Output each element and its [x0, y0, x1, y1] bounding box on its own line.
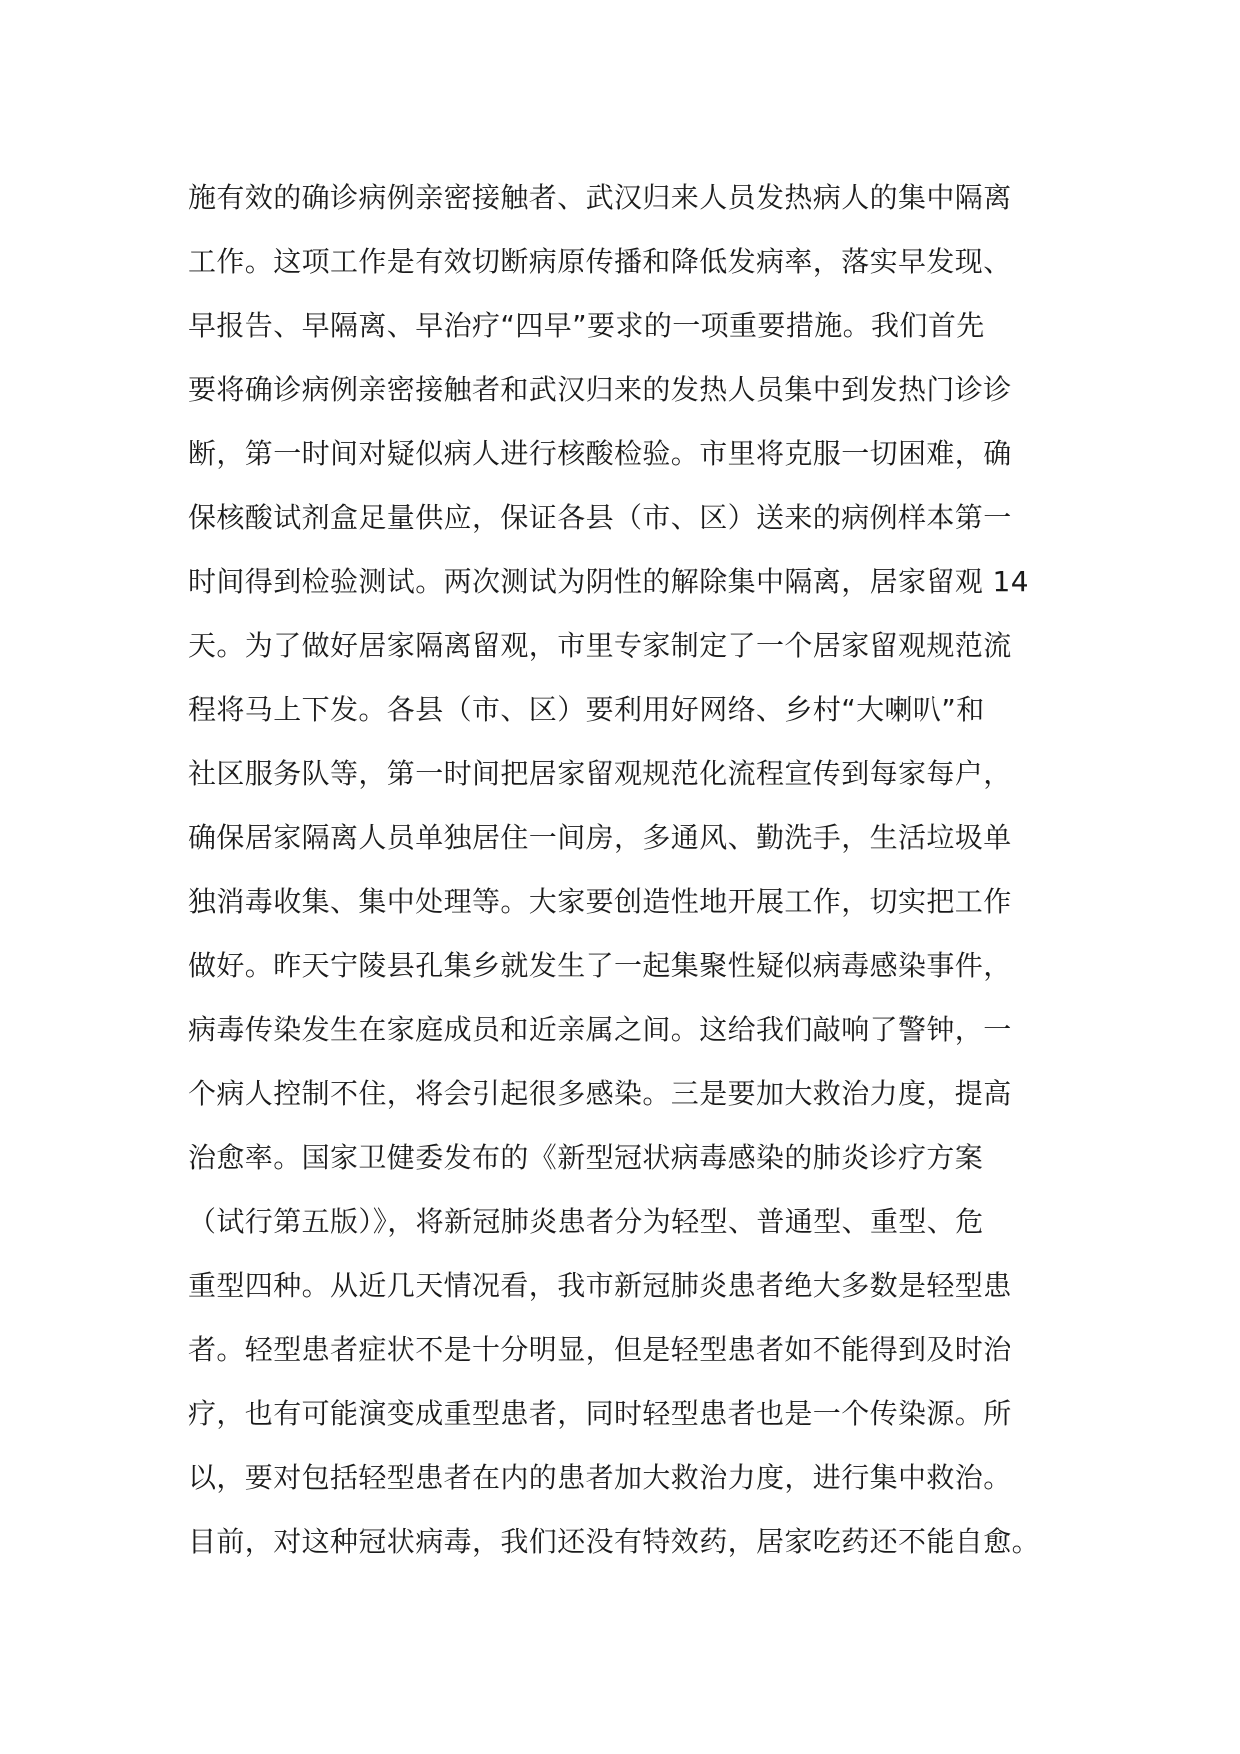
text-line: 早报告、早隔离、早治疗“四早”要求的一项重要措施。我们首先	[188, 309, 985, 342]
text-line: 程将马上下发。各县（市、区）要利用好网络、乡村“大喇叭”和	[188, 693, 985, 726]
text-line: 社区服务队等，第一时间把居家留观规范化流程宣传到每家每户，	[188, 757, 1012, 790]
text-line: 以，要对包括轻型患者在内的患者加大救治力度，进行集中救治。	[188, 1461, 1012, 1494]
text-line: 确保居家隔离人员单独居住一间房，多通风、勤洗手，生活垃圾单	[188, 821, 1012, 854]
text-line: 要将确诊病例亲密接触者和武汉归来的发热人员集中到发热门诊诊	[188, 373, 1012, 406]
text-line: 者。轻型患者症状不是十分明显，但是轻型患者如不能得到及时治	[188, 1333, 1012, 1366]
text-line: 天。为了做好居家隔离留观，市里专家制定了一个居家留观规范流	[188, 629, 1012, 662]
body-text	[188, 166, 1088, 1574]
text-line: 病毒传染发生在家庭成员和近亲属之间。这给我们敲响了警钟，一	[188, 1013, 1012, 1046]
text-line: 做好。昨天宁陵县孔集乡就发生了一起集聚性疑似病毒感染事件，	[188, 949, 1012, 982]
text-line: （试行第五版）》，将新冠肺炎患者分为轻型、普通型、重型、危	[188, 1205, 984, 1238]
text-line: 保核酸试剂盒足量供应，保证各县（市、区）送来的病例样本第一	[188, 501, 1012, 534]
text-line: 重型四种。从近几天情况看，我市新冠肺炎患者绝大多数是轻型患	[188, 1269, 1012, 1302]
text-line: 目前，对这种冠状病毒，我们还没有特效药，居家吃药还不能自愈。	[188, 1525, 1041, 1558]
text-line: 施有效的确诊病例亲密接触者、武汉归来人员发热病人的集中隔离	[188, 181, 1012, 214]
text-line: 治愈率。国家卫健委发布的《新型冠状病毒感染的肺炎诊疗方案	[188, 1141, 984, 1174]
text-line: 断，第一时间对疑似病人进行核酸检验。市里将克服一切困难，确	[188, 437, 1012, 470]
text-line: 工作。这项工作是有效切断病原传播和降低发病率，落实早发现、	[188, 245, 1012, 278]
text-line: 独消毒收集、集中处理等。大家要创造性地开展工作，切实把工作	[188, 885, 1012, 918]
text-line: 时间得到检验测试。两次测试为阴性的解除集中隔离，居家留观 14	[188, 565, 1029, 598]
text-line: 疗，也有可能演变成重型患者，同时轻型患者也是一个传染源。所	[188, 1397, 1012, 1430]
text-line: 个病人控制不住，将会引起很多感染。三是要加大救治力度，提高	[188, 1077, 1012, 1110]
